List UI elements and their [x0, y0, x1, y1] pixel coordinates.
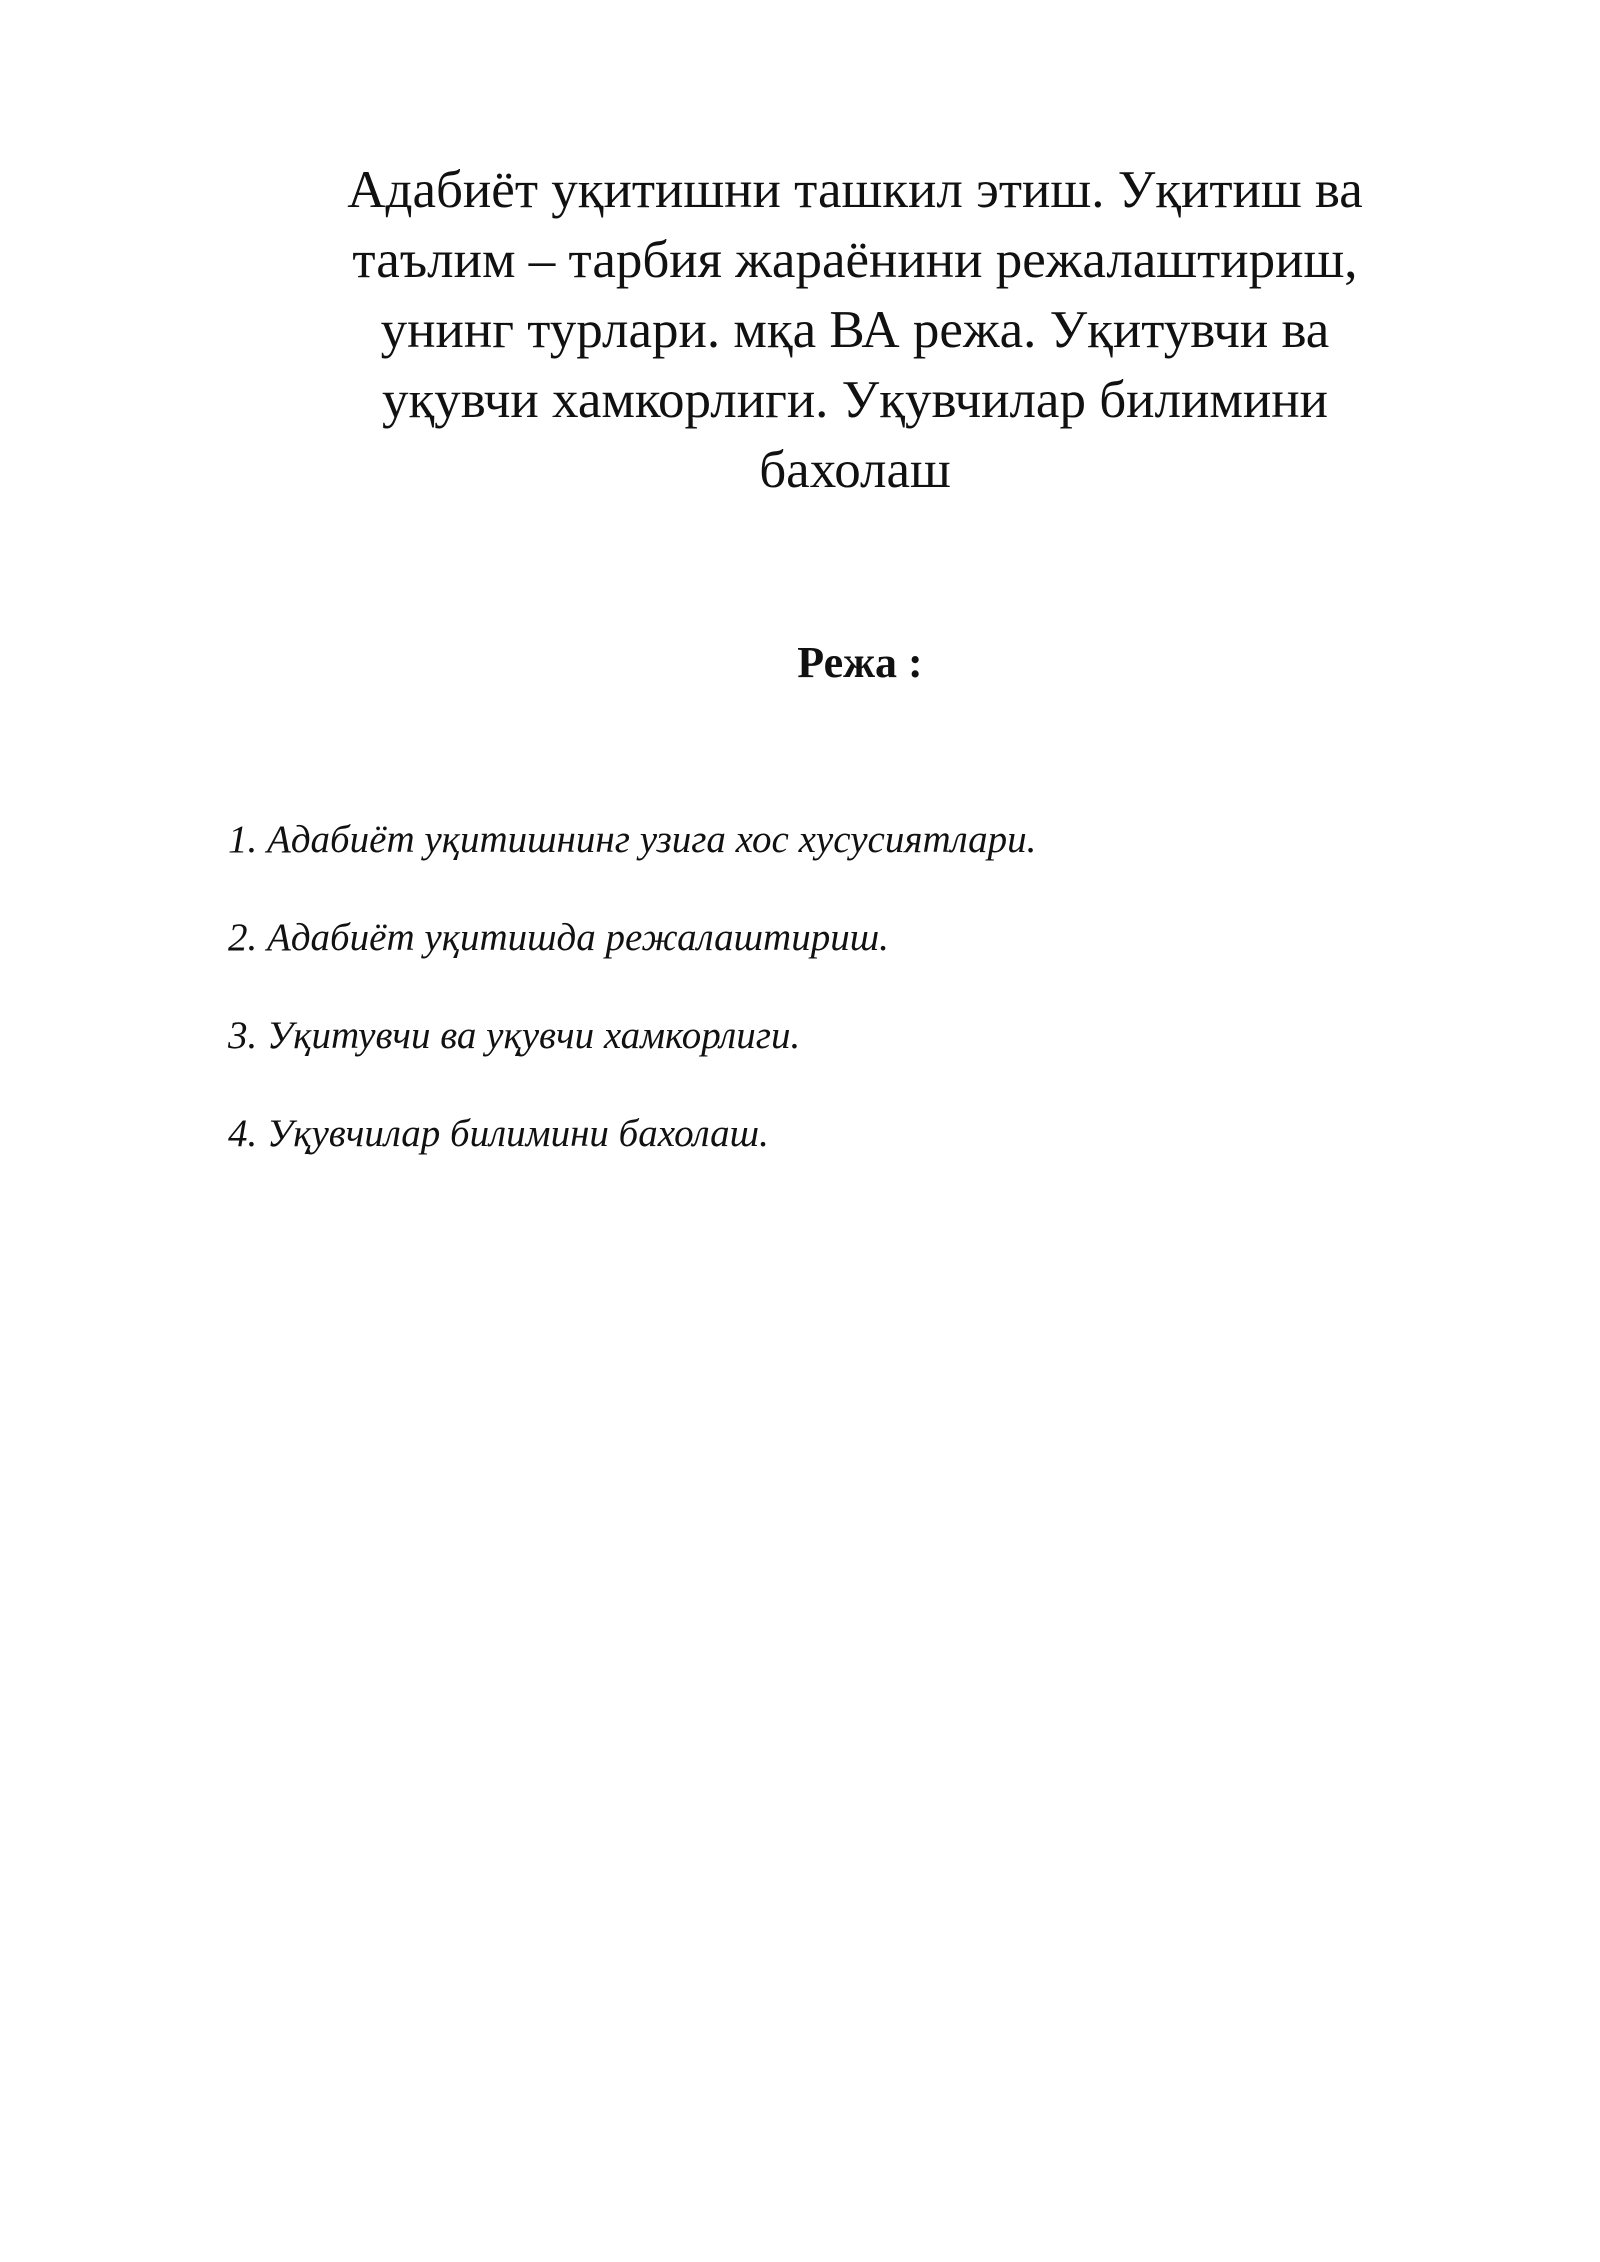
- plan-item: 2. Адабиёт уқитишда режалаштириш.: [228, 916, 889, 959]
- title-line: Адабиёт уқитишни ташкил этиш. Уқитиш ва: [347, 161, 1363, 219]
- plan-list: [228, 815, 1428, 1207]
- plan-item: 3. Уқитувчи ва уқувчи хамкорлиги.: [228, 1014, 801, 1057]
- title-line: унинг турлари. мқа ВА режа. Уқитувчи ва: [380, 301, 1330, 359]
- plan-heading: Режа :: [797, 638, 923, 687]
- plan-item: 4. Уқувчилар билимини бахолаш.: [228, 1112, 769, 1155]
- title-line: бахолаш: [759, 441, 951, 499]
- title-line: уқувчи хамкорлиги. Уқувчилар билимини: [382, 371, 1328, 429]
- plan-item: 1. Адабиёт уқитишнинг узига хос хусусиятлари.: [228, 818, 1037, 861]
- document-title: [240, 155, 1470, 505]
- title-line: таълим – тарбия жараёнини режалаштириш,: [352, 231, 1358, 289]
